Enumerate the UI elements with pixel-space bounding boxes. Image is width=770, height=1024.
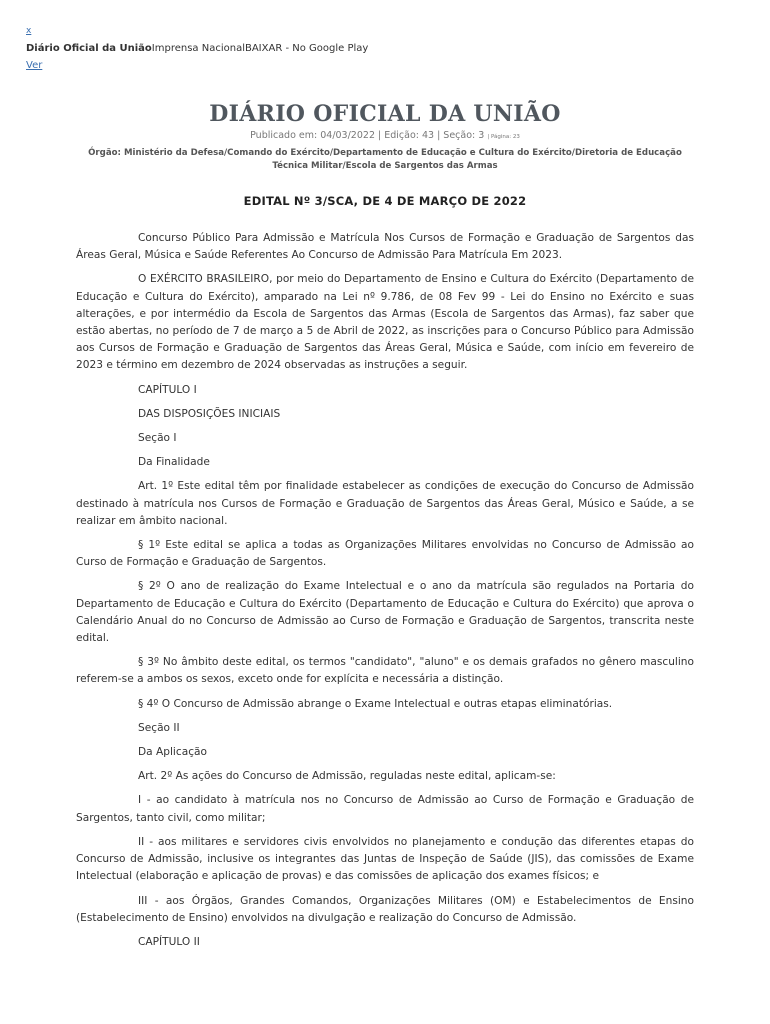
app-banner	[26, 22, 368, 74]
page-number: | Página: 23	[487, 134, 520, 140]
chapter-subtitle: DAS DISPOSIÇÕES INICIAIS	[138, 407, 281, 420]
close-banner-button[interactable]: x	[26, 26, 32, 36]
page-title: DIÁRIO OFICIAL DA UNIÃO	[209, 101, 561, 127]
edital-title: EDITAL Nº 3/SCA, DE 4 DE MARÇO DE 2022	[243, 194, 527, 208]
paragraph: Concurso Público Para Admissão e Matrícula Nos Cursos de Formação e Graduação de Sargentos das Áreas Geral, Música e Saúde Referentes Ao Concurso de Admissão Para Matrícula Em 2023.	[76, 232, 694, 262]
paragraph: § 2º O ano de realização do Exame Intelectual e o ano da matrícula são regulados na Portaria do Departamento de Educação e Cultura do Exército (Departamento de Educação e Cultura do Exército) que aprova o Calendário Anual do no Concurso de Admissão ao Curso de Formação e Graduação de Sargentos, transcrita neste edital.	[76, 580, 694, 645]
paragraph: § 4º O Concurso de Admissão abrange o Exame Intelectual e outras etapas eliminatórias.	[138, 697, 613, 710]
section-heading: Seção I	[138, 432, 177, 445]
organ-info: Órgão: Ministério da Defesa/Comando do Exército/Departamento de Educação e Cultura do Exército/Diretoria de Educação Técnica Militar/Escola de Sargentos das Armas	[88, 148, 682, 171]
paragraph: § 1º Este edital se aplica a todas as Organizações Militares envolvidas no Concurso de Admissão ao Curso de Formação e Graduação de Sargentos.	[76, 539, 694, 569]
publication-details: Publicado em: 04/03/2022 | Edição: 43 | Seção: 3	[250, 130, 485, 141]
banner-description: Imprensa NacionalBAIXAR - No Google Play	[151, 43, 369, 54]
publication-info	[0, 130, 770, 141]
banner-site-name: Diário Oficial da União	[26, 43, 152, 54]
paragraph: O EXÉRCITO BRASILEIRO, por meio do Departamento de Ensino e Cultura do Exército (Departamento de Educação e Cultura do Exército), amparado na Lei nº 9.786, de 08 Fev 99 - Lei do Ensino no Exército e suas alterações, e por intermédio da Escola de Sargentos das Armas (Escola de Sargentos das Armas), faz saber que estão abertas, no período de 7 de março a 5 de Abril de 2022, as inscrições para o Concurso Público para Admissão aos Cursos de Formação e Graduação de Sargentos das Áreas Geral, Música e Saúde, com início em fevereiro de 2023 e término em dezembro de 2024 observadas as instruções a seguir.	[76, 273, 694, 372]
paragraph: II - aos militares e servidores civis envolvidos no planejamento e condução das diferentes etapas do Concurso de Admissão, inclusive os integrantes das Juntas de Inspeção de Saúde (JIS), das comissões de Exame Intelectual (elaboração e aplicação de provas) e das comissões de aplicação dos exames físicos; e	[76, 835, 694, 883]
paragraph: Art. 1º Este edital têm por finalidade estabelecer as condições de execução do Concurso de Admissão destinado à matrícula nos Cursos de Formação e Graduação de Sargentos das Áreas Geral, Músico e Saúde, a se realizar em âmbito nacional.	[76, 480, 694, 527]
chapter-heading: CAPÍTULO II	[138, 935, 200, 948]
paragraph: I - ao candidato à matrícula nos no Concurso de Admissão ao Curso de Formação e Graduação de Sargentos, tanto civil, como militar;	[76, 794, 694, 824]
banner-text	[26, 40, 368, 57]
section-subtitle: Da Finalidade	[138, 456, 210, 469]
paragraph: Art. 2º As ações do Concurso de Admissão, reguladas neste edital, aplicam-se:	[138, 770, 556, 783]
banner-view-link[interactable]: Ver	[26, 60, 43, 71]
section-heading: Seção II	[138, 721, 180, 734]
document-body	[76, 230, 694, 958]
paragraph: § 3º No âmbito deste edital, os termos "candidato", "aluno" e os demais grafados no gênero masculino referem-se a ambos os sexos, exceto onde for explícita e necessária a distinção.	[76, 656, 694, 686]
chapter-heading: CAPÍTULO I	[138, 383, 197, 396]
section-subtitle: Da Aplicação	[138, 746, 207, 759]
paragraph: III - aos Órgãos, Grandes Comandos, Organizações Militares (OM) e Estabelecimentos de Ensino (Estabelecimento de Ensino) envolvidos na divulgação e realização do Concurso de Admissão.	[76, 894, 694, 924]
